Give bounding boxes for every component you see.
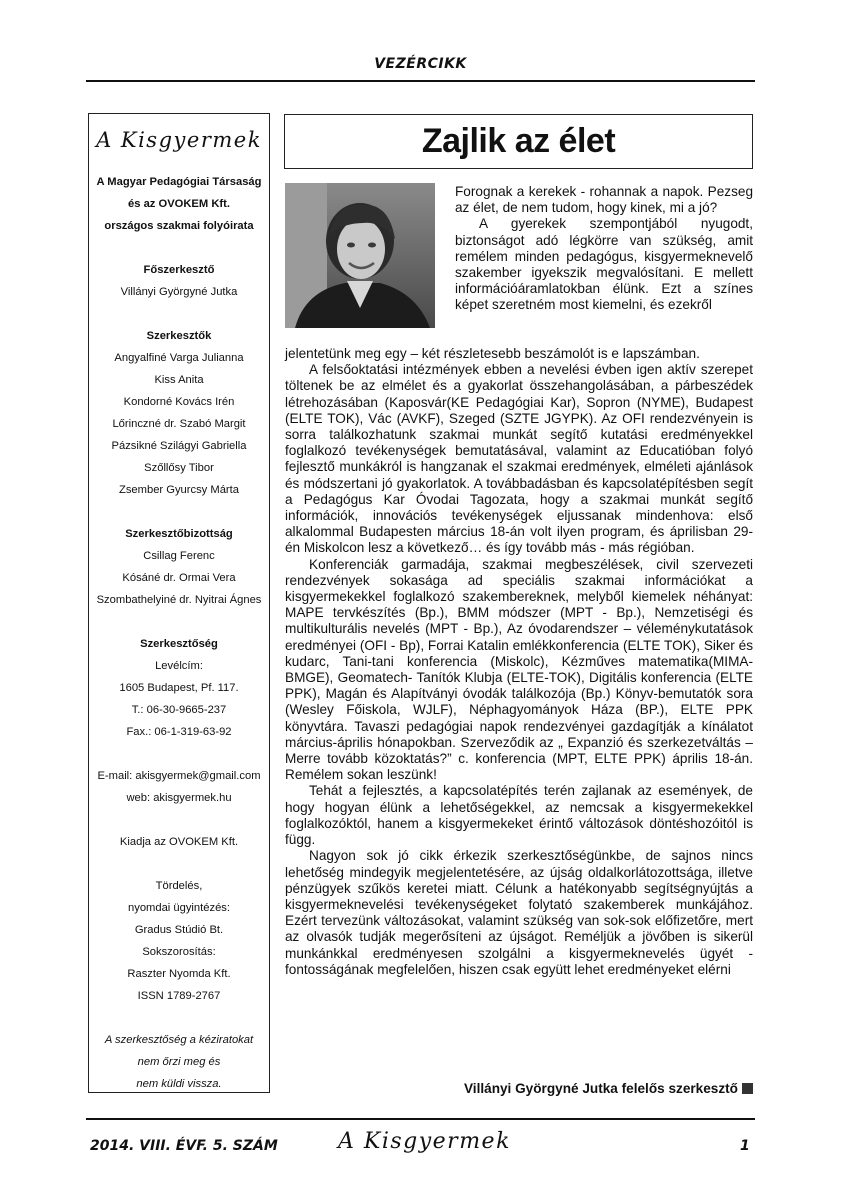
masthead-intro — [89, 171, 269, 237]
editor-name: Kondorné Kovács Irén — [123, 396, 235, 408]
production-line: Sokszorosítás: — [142, 946, 216, 958]
office-line: Levélcím: — [155, 660, 203, 672]
editor-name: Lőrinczné dr. Szabó Margit — [112, 418, 246, 430]
article-title: Zajlik az élet — [284, 114, 753, 169]
disclaimer-line: nem küldi vissza. — [136, 1078, 222, 1090]
intro-line: országos szakmai folyóirata — [104, 220, 254, 232]
article-paragraph: Tehát a fejlesztés, a kapcsolatépítés terén zajlanak az események, de hogy hogyan élünk a lehetőségekkel, az nemcsak a kisgyermekekkel foglalkozóktól, hanem a kisgyermekeket érintő változások döntéshozóitól is függ. — [285, 783, 753, 848]
intro-line: és az OVOKEM Kft. — [128, 198, 230, 210]
editor-name: Pázsikné Szilágyi Gabriella — [111, 440, 247, 452]
article-signature — [285, 1081, 753, 1096]
production-line: Raszter Nyomda Kft. — [127, 968, 231, 980]
office-heading: Szerkesztőség — [140, 638, 218, 650]
author-photo — [285, 183, 435, 328]
production-line: ISSN 1789-2767 — [137, 990, 221, 1002]
masthead-logo: A Kisgyermek — [96, 128, 262, 152]
production-line: Gradus Stúdió Bt. — [134, 924, 224, 936]
footer-rule — [86, 1118, 755, 1120]
editor-name: Kiss Anita — [154, 374, 204, 386]
production-line: nyomdai ügyintézés: — [128, 902, 230, 914]
editor-name: Zsember Gyurcsy Márta — [119, 484, 239, 496]
disclaimer-line: A szerkesztőség a kéziratokat — [104, 1034, 254, 1046]
board-member: Szombathelyiné dr. Nyitrai Ágnes — [96, 594, 262, 606]
article-intro-column — [455, 184, 753, 314]
article-paragraph: A felsőoktatási intézmények ebben a nevelési évben igen aktív szerepet töltenek be az elmélet és a gyakorlat összehangolásában, a párbeszédek létrehozásában (Kaposvár(KE Pedagógiai Kar), Sopron (NYME), Budapest (ELTE TOK), Vác (AVKF), Szeged (SZTE JGYPK). Az OFI rendezvényein is sorra találkozhatunk szakmai munkát segítő kutatási eredményekkel foglalkozó tevékenységek bemutatásával, valamint az Educatióban folyó fejlesztő munkákról is hangzanak el szakmai eredmények, elméleti ajánlások és módszertani jó gyakorlatok. A továbbadásban és kapcsolatépítésben segít a Pedagógus Kar Óvodai Tagozata, hogy a szakmai munkát segítő információk, innovációs tevékenységek eljussanak mindenhova: első alkalommal Budapesten március 18-án volt ilyen program, és áprilisban 29-én Miskolcon lesz a következő… és így tovább más - más régióban. — [285, 362, 753, 556]
chief-editor-heading: Főszerkesztő — [143, 264, 215, 276]
signature-text: Villányi Györgyné Jutka felelős szerkesztő — [463, 1081, 738, 1096]
disclaimer-line: nem őrzi meg és — [137, 1056, 221, 1068]
header-rule — [86, 80, 755, 82]
article-paragraph: Nagyon sok jó cikk érkezik szerkesztőségünkbe, de sajnos nincs lehetőség mindegyik megjelentetésére, az újság oldalkorlátozottsága, illetve pénzügyek szűkös keretei miatt. Célunk a hatékonyabb segítségnyújtás a kisgyermeknevelési tevékenységeket folytató szakemberek munkájához. Ezért tervezünk változásokat, valamint szükség van sok-sok előfizetőre, mert az olvasók tudják megerősíteni az újságot. Reméljük a jövőben is sikerül munkánkkal eredményesen szolgálni a kisgyermeknevelés ügyét - fontosságának megfelelően, hiszen csak együtt lehet eredményeket elérni — [285, 848, 753, 977]
footer-logo: A Kisgyermek — [338, 1129, 511, 1154]
board-heading: Szerkesztőbizottság — [125, 528, 233, 540]
office-line: T.: 06-30-9665-237 — [131, 704, 227, 716]
section-header: VEZÉRCIKK — [374, 56, 467, 72]
office-line: Fax.: 06-1-319-63-92 — [126, 726, 232, 738]
page-number: 1 — [740, 1138, 750, 1154]
article-body — [285, 346, 753, 978]
editor-name: Szőllősy Tibor — [144, 462, 214, 474]
issue-info: 2014. VIII. ÉVF. 5. SZÁM — [90, 1138, 278, 1154]
intro-line: A Magyar Pedagógiai Társaság — [96, 176, 262, 188]
portrait-illustration — [285, 183, 435, 328]
board-member: Kósáné dr. Ormai Vera — [122, 572, 236, 584]
web-line: web: akisgyermek.hu — [126, 792, 232, 804]
editors-heading: Szerkesztők — [146, 330, 212, 342]
article-paragraph: jelentetünk meg egy – két részletesebb beszámolót is e lapszámban. — [285, 346, 700, 361]
board-member: Csillag Ferenc — [143, 550, 215, 562]
office-line: 1605 Budapest, Pf. 117. — [119, 682, 239, 694]
production-line: Tördelés, — [155, 880, 203, 892]
article-paragraph: A gyerekek szempontjából nyugodt, biztonságot adó légkörre van szükség, amit remélem minden pedagógus, kisgyermeknevelő szakember igyekszik megvalósítani. E mellett információáramlatokban élünk. Ezt a színes képet szeretném most kiemelni, és ezekről — [455, 216, 753, 313]
article-paragraph: Konferenciák garmadája, szakmai megbeszélések, civil szervezeti rendezvények sokasága ad speciális szakmai információkat a kisgyermekekkel foglalkozó szakembereknek, melyből kiemelek néhányat: MAPE tervkészítés (Bp.), BMM módszer (MPT - Bp.), Nemzetiségi és multikulturális nevelés (MPT - Bp.), Az óvodarendszer – véleménykutatások eredményei (OFI - Bp), Forrai Katalin emlékkonferencia (ELTE TOK), Siker és kudarc, Tani-tani konferencia (Miskolc), Kézműves matematika(MIMA- BMGE), Geomatech- Tanítók Klubja (ELTE-TOK), Digitális konferencia (ELTE PPK), Magán és Alapítványi óvodák találkozója (Bp.) Könyv-bemutatók sora (Wesley Főiskola, WJLF), Néphagyományok Háza (BP.), ELTE PPK könyvtára. Tavaszi pedagógiai napok rendezvényei gazdagítják a kínálatot március-április hónapokban. Szerveződik az „ Expanzió és szerkezetváltás – Merre tovább közoktatás?” c. konferencia (MPT, ELTE PPK) április 18-án. Remélem sokan leszünk! — [285, 556, 753, 783]
chief-editor-name: Villányi Györgyné Jutka — [120, 286, 238, 298]
article-paragraph: Forognak a kerekek - rohannak a napok. Pezseg az élet, de nem tudom, hogy kinek, mi a jó? — [455, 184, 753, 216]
masthead-box — [88, 113, 270, 1093]
end-square-icon — [742, 1083, 753, 1094]
publisher-line: Kiadja az OVOKEM Kft. — [119, 836, 239, 848]
email-line: E-mail: akisgyermek@gmail.com — [97, 770, 261, 782]
editor-name: Angyalfiné Varga Julianna — [114, 352, 244, 364]
